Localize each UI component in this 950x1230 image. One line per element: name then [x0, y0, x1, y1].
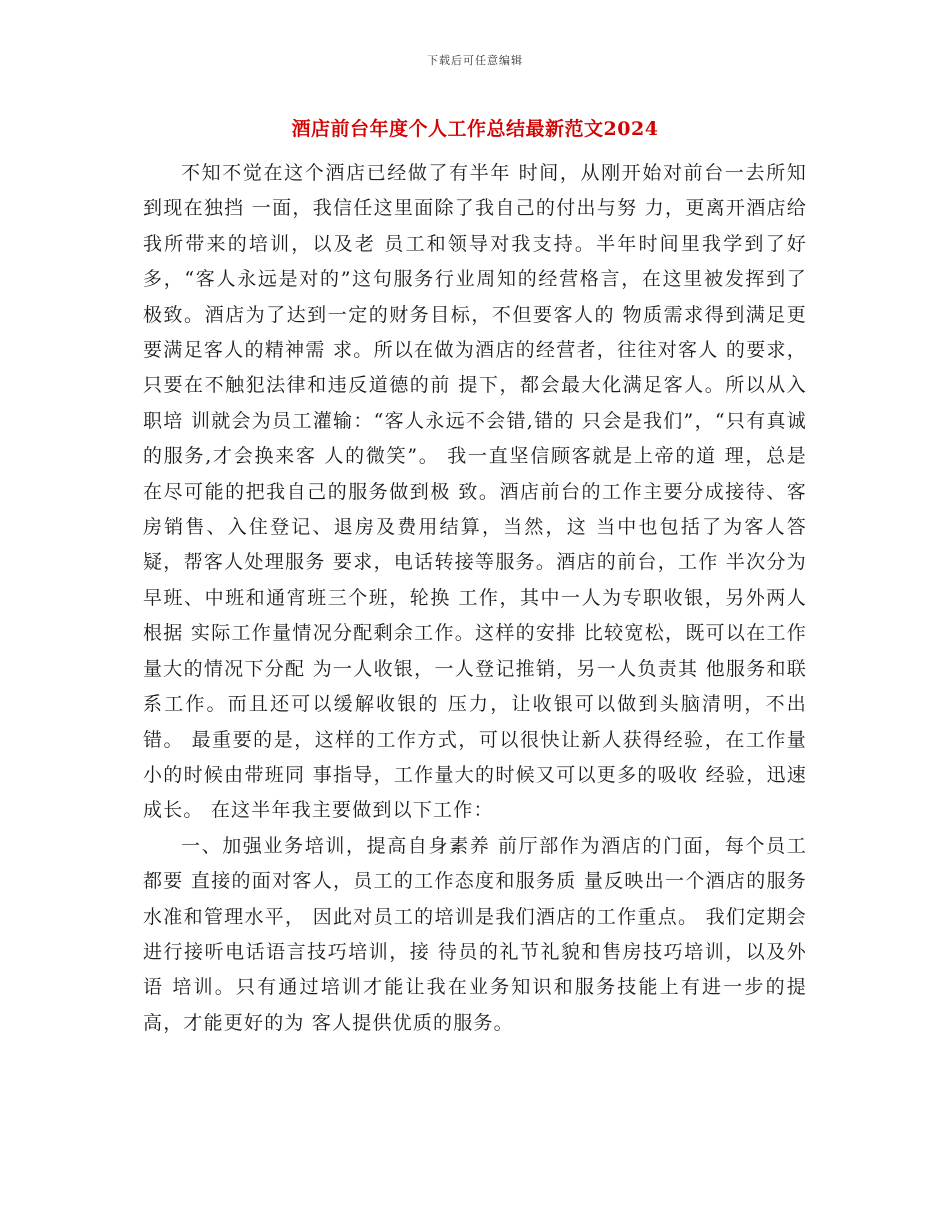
header-note: 下载后可任意编辑 [427, 54, 523, 67]
document-body [143, 156, 807, 1041]
document-title: 酒店前台年度个人工作总结最新范文2024 [291, 118, 659, 140]
body-paragraph-2: 一、加强业务培训，提高自身素养 前厅部作为酒店的门面，每个员工都要 直接的面对客人，员工的工作态度和服务质 量反映出一个酒店的服务水准和管理水平， 因此对员工的培训是我们酒店的工作重点。 我们定期会进行接听电话语言技巧培训，接 待员的礼节礼貌和售房技巧培训，以及外语 培训。只有通过培训才能让我在业务知识和服务技能上有进一步的提高，才能更好的为 客人提供优质的服务。 [143, 834, 807, 1034]
body-paragraph-1: 不知不觉在这个酒店已经做了有半年 时间，从刚开始对前台一去所知到现在独挡 一面，我信任这里面除了我自己的付出与努 力，更离开酒店给我所带来的培训，以及老 员工和领导对我支持。半年时间里我学到了好多，“客人永远是对的”这句服务行业周知的经营格言，在这里被发挥到了极致。酒店为了达到一定的财务目标，不但要客人的 物质需求得到满足更要满足客人的精神需 求。所以在做为酒店的经营者，往往对客人 的要求，只要在不触犯法律和违反道德的前 提下，都会最大化满足客人。所以从入职培 训就会为员工灌输：“客人永远不会错,错的 只会是我们”，“只有真诚的服务,才会换来客 人的微笑”。 我一直坚信顾客就是上帝的道 理，总是在尽可能的把我自己的服务做到极 致。酒店前台的工作主要分成接待、客房销售、入住登记、退房及费用结算，当然，这 当中也包括了为客人答疑，帮客人处理服务 要求，电话转接等服务。酒店的前台，工作 半次分为早班、中班和通宵班三个班，轮换 工作，其中一人为专职收银，另外两人根据 实际工作量情况分配剩余工作。这样的安排 比较宽松，既可以在工作量大的情况下分配 为一人收银，一人登记推销，另一人负责其 他服务和联系工作。而且还可以缓解收银的 压力，让收银可以做到头脑清明，不出错。 最重要的是，这样的工作方式，可以很快让新人获得经验，在工作量小的时候由带班同 事指导，工作量大的时候又可以更多的吸收 经验，迅速成长。 在这半年我主要做到以下工作： [143, 162, 807, 822]
